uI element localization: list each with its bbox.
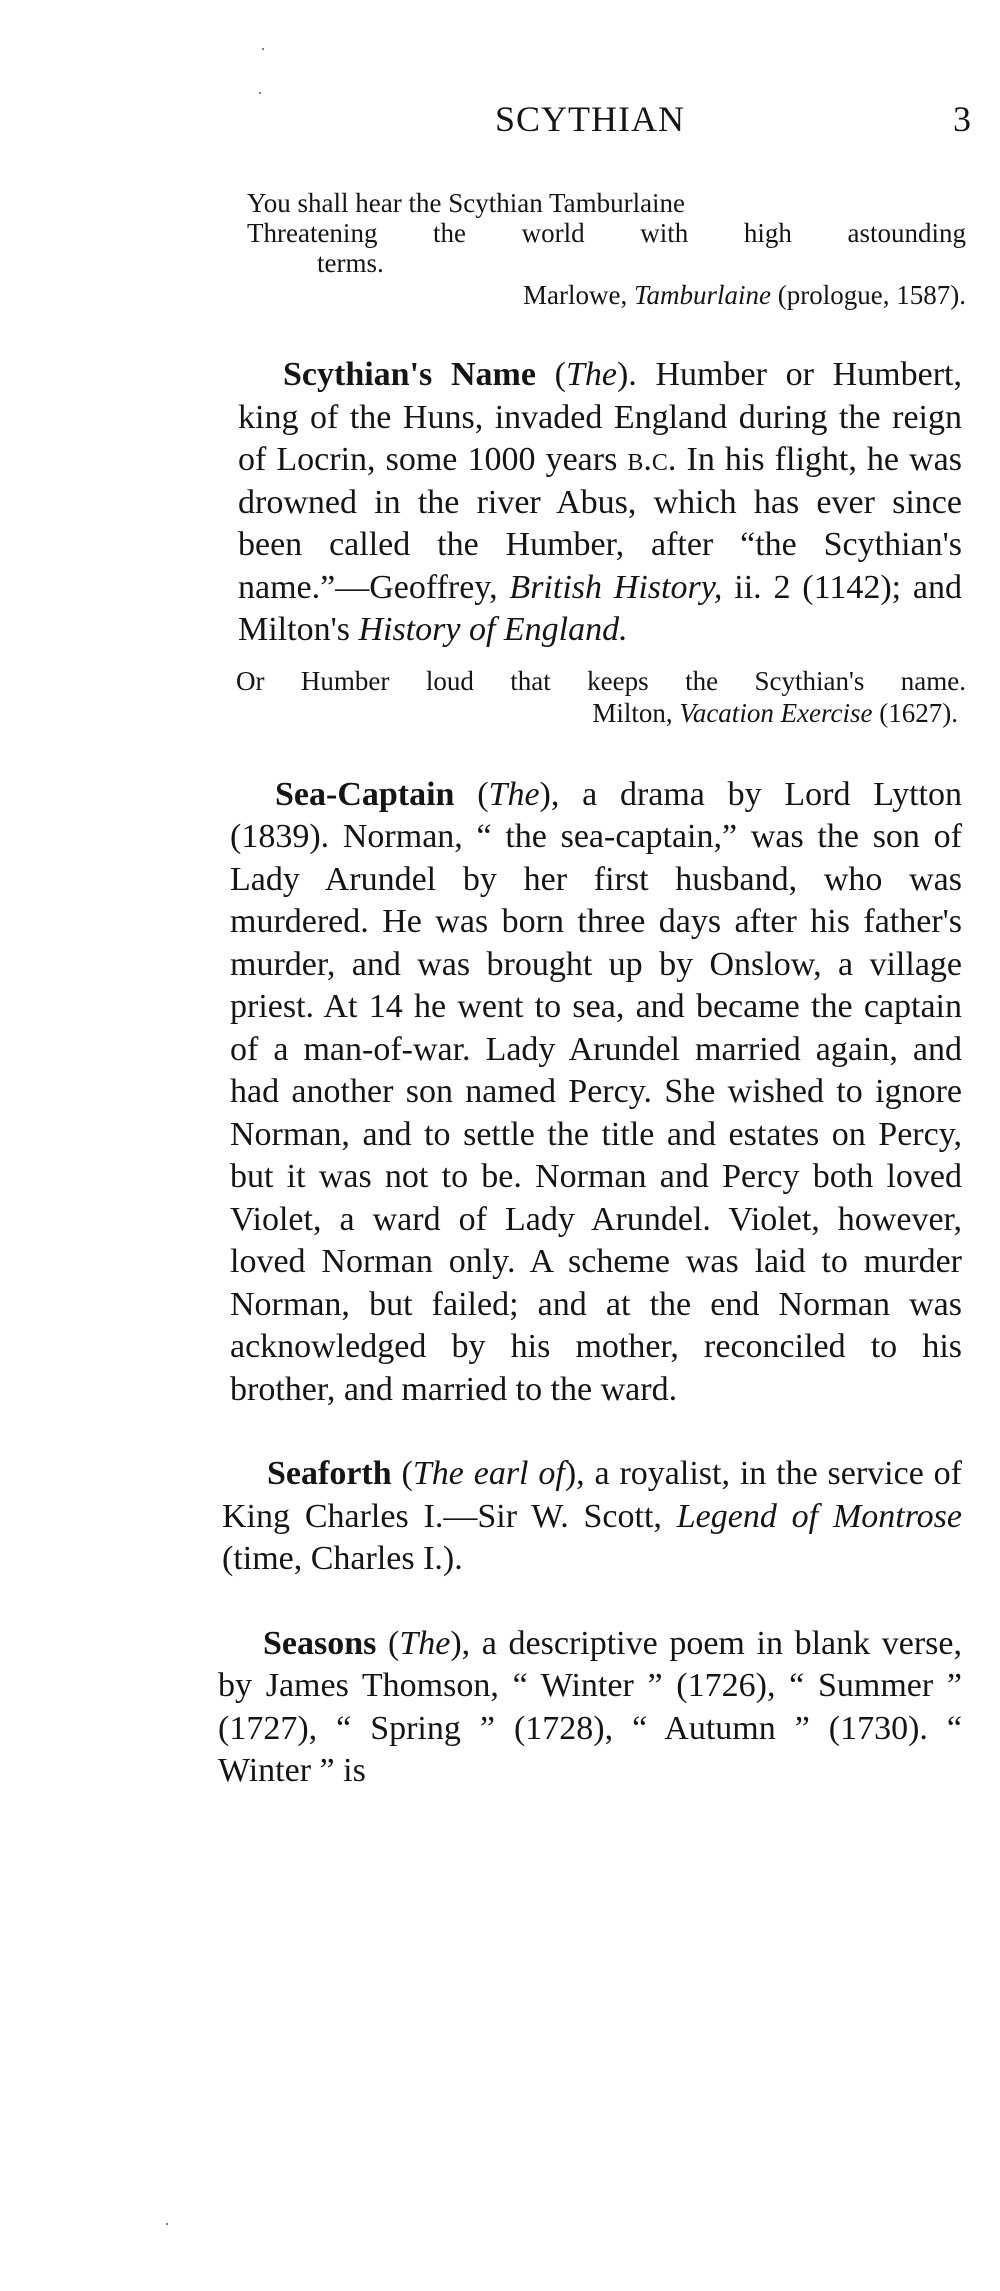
attribution-date: (1627). bbox=[872, 697, 958, 728]
attribution-work: Tamburlaine bbox=[634, 280, 772, 310]
entry-text: , a royalist, in the service of King Charles I.—Sir W. Scott, bbox=[222, 1455, 963, 1535]
entry-article: The bbox=[488, 775, 540, 813]
verse-line: Threatening the world with high astounding bbox=[247, 218, 966, 248]
print-speck bbox=[262, 48, 264, 50]
quote-attribution bbox=[247, 280, 966, 310]
entry-article: The bbox=[399, 1624, 451, 1662]
dictionary-entry: Seaforth (The earl of), a royalist, in the service of King Charles I.—Sir W. Scott, Legend of Montrose (time, Charles I.). bbox=[222, 1455, 963, 1577]
text-column bbox=[218, 188, 966, 1793]
verse-line: Or Humber loud that keeps the Scythian's name. bbox=[236, 665, 966, 696]
entry-work-title: History of England. bbox=[358, 611, 628, 648]
entry-text: (time, Charles I.). bbox=[222, 1540, 463, 1577]
verse-quote bbox=[236, 666, 966, 728]
entry-headword: Sea-Captain bbox=[275, 775, 455, 813]
entry-headword: Scythian's Name bbox=[283, 356, 536, 393]
entry-work-title: Legend of Montrose bbox=[676, 1497, 962, 1535]
entry-article: The bbox=[565, 356, 617, 393]
dictionary-entry: Seasons (The), a descriptive poem in blank verse, by James Thomson, “ Winter ” (1726), “ Summer ” (1727), “ Spring ” (1728), “ Autumn ” (1730). “ Winter ” is bbox=[218, 1624, 963, 1789]
entry-text: , a drama by Lord Lytton (1839). Norman, “ the sea-captain,” was the son of Lady Arundel by her first husband, who was murdered. He was born three days after his father's murder, and was brought up by Onslow, a village priest. At 14 he went to sea, and became the captain of a man-of-war. Lady Arundel married again, and had another son named Percy. She wished to ignore Norman, and to settle the title and estates on Percy, but it was not to be. Norman and Percy both loved Violet, a ward of Lady Arundel. Violet, however, loved Norman only. A scheme was laid to murder Norman, but failed; and at the end Norman was acknowledged by his mother, reconciled to his brother, and married to the ward. bbox=[230, 775, 963, 1408]
print-speck bbox=[259, 92, 261, 94]
verse-quote bbox=[247, 188, 966, 310]
attribution-author: Milton, bbox=[592, 697, 680, 728]
running-title: SCYTHIAN bbox=[495, 99, 686, 139]
dictionary-entry: Sea-Captain (The), a drama by Lord Lytton (1839). Norman, “ the sea-captain,” was the son of Lady Arundel by her first husband, who was murdered. He was born three days after his father's murder, and was brought up by Onslow, a village priest. At 14 he went to sea, and became the captain of a man-of-war. Lady Arundel married again, and had another son named Percy. She wished to ignore Norman, and to settle the title and estates on Percy, but it was not to be. Norman and Percy both loved Violet, a ward of Lady Arundel. Violet, however, loved Norman only. A scheme was laid to murder Norman, but failed; and at the end Norman was acknowledged by his mother, reconciled to his brother, and married to the ward. bbox=[230, 775, 963, 1408]
quote-attribution bbox=[236, 698, 958, 728]
page-number: 3 bbox=[953, 99, 971, 139]
verse-line: terms. bbox=[317, 248, 384, 278]
entry-headword: Seasons bbox=[263, 1624, 377, 1662]
entry-text: . Humber or Humbert, king of the Huns, invaded England during the reign of Locrin, some 1000 years bbox=[238, 356, 962, 478]
entry-parenthetical: The earl of bbox=[412, 1455, 565, 1492]
attribution-date: (prologue, 1587). bbox=[771, 280, 966, 310]
attribution-work: Vacation Exercise bbox=[679, 697, 873, 728]
verse-line: You shall hear the Scythian Tamburlaine bbox=[247, 188, 686, 218]
dictionary-entry: Scythian's Name (The). Humber or Humbert, king of the Huns, invaded England during the reign of Locrin, some 1000 years b.c. In his flight, he was drowned in the river Abus, which has ever since been called the Humber, after “the Scythian's name.”—Geoffrey, British History, ii. 2 (1142); and Milton's History of England. bbox=[238, 356, 962, 648]
entry-work-title: British History, bbox=[509, 568, 723, 606]
entry-text: In his flight, he was drowned in the river Abus, which has ever since been called the Humber, after “the Scythian's name.”—Geoffrey, bbox=[238, 441, 962, 606]
entry-text: , a descriptive poem in blank verse, by James Thomson, “ Winter ” (1726), “ Summer ” (1727), “ Spring ” (1728), “ Autumn ” (1730). “ Winter ” is bbox=[218, 1624, 963, 1789]
entry-text: ii. 2 (1142); and Milton's bbox=[238, 568, 962, 648]
entry-abbreviation: b.c. bbox=[627, 441, 677, 478]
entry-headword: Seaforth bbox=[267, 1455, 392, 1492]
attribution-author: Marlowe, bbox=[523, 280, 634, 310]
running-head bbox=[0, 98, 1000, 148]
print-speck bbox=[166, 2223, 168, 2225]
